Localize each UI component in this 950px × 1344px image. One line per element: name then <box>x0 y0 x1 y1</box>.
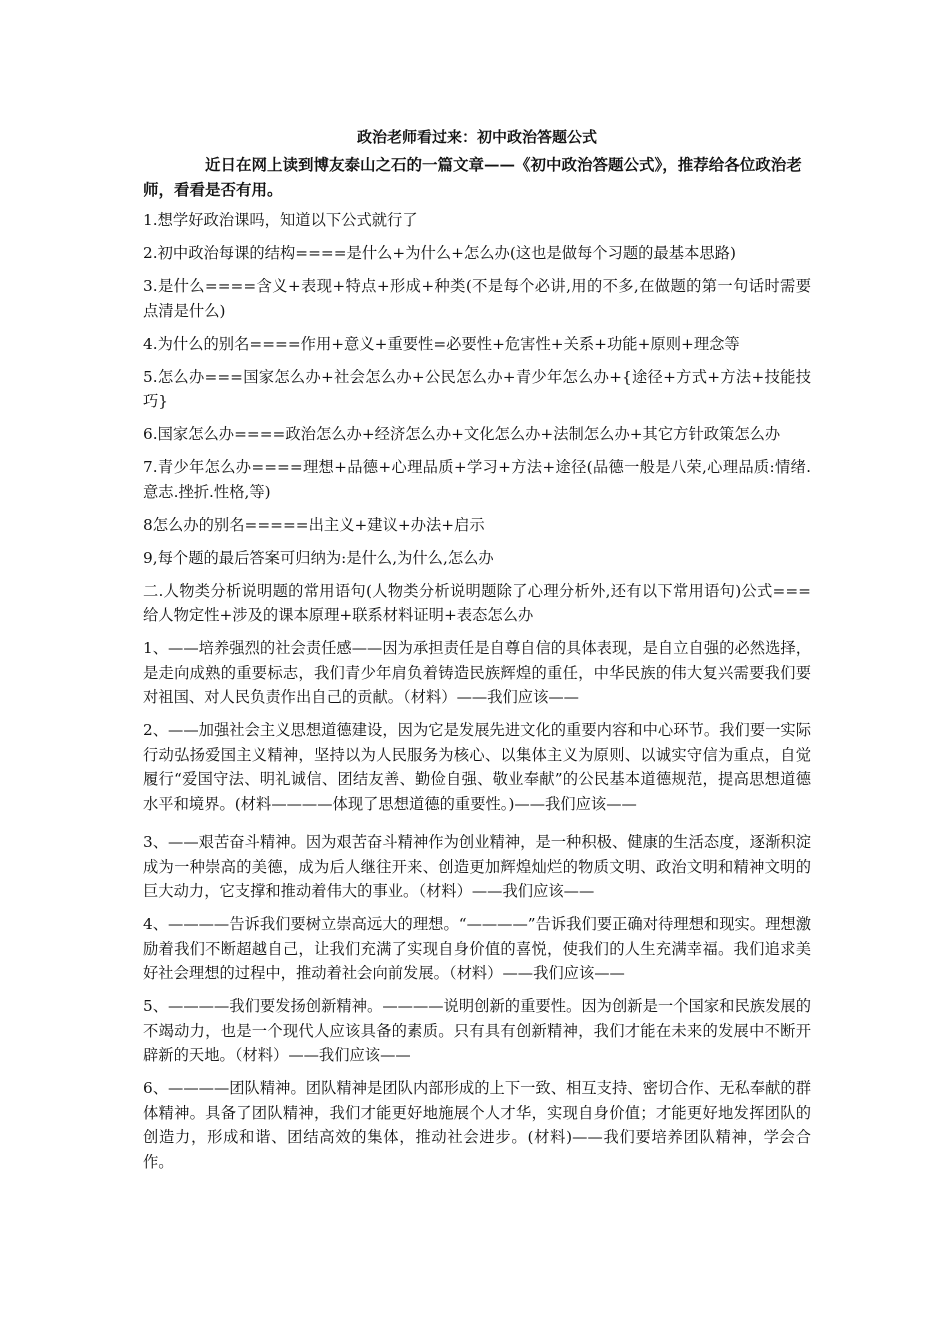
example-paragraph-4: 4、————告诉我们要树立崇高远大的理想。“————”告诉我们要正确对待理想和现实。理想激励着我们不断超越自己，让我们充满了实现自身价值的喜悦，使我们的人生充满幸福。我们追求美好社会理想的过程中，推动着社会向前发展。（材料）——我们应该—— <box>143 915 811 982</box>
section-two-heading: 二.人物类分析说明题的常用语句(人物类分析说明题除了心理分析外,还有以下常用语句)公式===给人物定性+涉及的课本原理+联系材料证明+表态怎么办 <box>143 581 811 624</box>
example-paragraph-6: 6、————团队精神。团队精神是团队内部形成的上下一致、相互支持、密切合作、无私奉献的群体精神。具备了团队精神，我们才能更好地施展个人才华，实现自身价值；才能更好地发挥团队的创造力，形成和谐、团结高效的集体，推动社会进步。(材料)——我们要培养团队精神，学会合作。 <box>143 1079 811 1171</box>
formula-item-4: 4.为什么的别名====作用+意义+重要性=必要性+危害性+关系+功能+原则+理念等 <box>143 334 740 353</box>
formula-item-3: 3.是什么====含义+表现+特点+形成+种类(不是每个必讲,用的不多,在做题的第一句话时需要点清是什么) <box>143 277 811 320</box>
formula-item-2: 2.初中政治每课的结构====是什么+为什么+怎么办(这也是做每个习题的最基本思路) <box>143 244 736 262</box>
document-page <box>143 126 811 1183</box>
example-paragraph-1: 1、——培养强烈的社会责任感——因为承担责任是自尊自信的具体表现，是自立自强的必然选择，是走向成熟的重要标志，我们青少年肩负着铸造民族辉煌的重任，中华民族的伟大复兴需要我们要对祖国、对人民负责作出自己的贡献。（材料）——我们应该—— <box>143 639 811 706</box>
example-paragraph-5: 5、————我们要发扬创新精神。————说明创新的重要性。因为创新是一个国家和民族发展的不竭动力，也是一个现代人应该具备的素质。只有具有创新精神，我们才能在未来的发展中不断开辟新的天地。（材料）——我们应该—— <box>143 997 811 1064</box>
formula-item-9: 9,每个题的最后答案可归纳为:是什么,为什么,怎么办 <box>143 548 494 567</box>
formula-item-1: 1.想学好政治课吗，知道以下公式就行了 <box>143 211 418 229</box>
formula-item-5: 5.怎么办===国家怎么办+社会怎么办+公民怎么办+青少年怎么办+{途径+方式+方法+技能技巧} <box>143 367 811 410</box>
example-paragraph-2: 2、——加强社会主义思想道德建设，因为它是发展先进文化的重要内容和中心环节。我们要一实际行动弘扬爱国主义精神，坚持以为人民服务为核心、以集体主义为原则、以诚实守信为重点，自觉履行“爱国守法、明礼诚信、团结友善、勤俭自强、敬业奉献”的公民基本道德规范，提高思想道德水平和境界。(材料————体现了思想道德的重要性。)——我们应该—— <box>143 721 811 813</box>
formula-item-7: 7.青少年怎么办====理想+品德+心理品质+学习+方法+途径(品德一般是八荣,心理品质:情绪.意志.挫折.性格,等) <box>143 458 811 501</box>
document-title: 政治老师看过来：初中政治答题公式 <box>356 128 597 146</box>
formula-item-8: 8怎么办的别名=====出主义+建议+办法+启示 <box>143 515 485 534</box>
intro-paragraph: 近日在网上读到博友泰山之石的一篇文章——《初中政治答题公式》，推荐给各位政治老师，看看是否有用。 <box>143 155 802 199</box>
example-paragraph-3: 3、——艰苦奋斗精神。因为艰苦奋斗精神作为创业精神，是一种积极、健康的生活态度，逐渐积淀成为一种崇高的美德，成为后人继往开来、创造更加辉煌灿烂的物质文明、政治文明和精神文明的巨大动力，它支撑和推动着伟大的事业。（材料）——我们应该—— <box>143 833 811 900</box>
formula-item-6: 6.国家怎么办====政治怎么办+经济怎么办+文化怎么办+法制怎么办+其它方针政策怎么办 <box>143 425 781 443</box>
